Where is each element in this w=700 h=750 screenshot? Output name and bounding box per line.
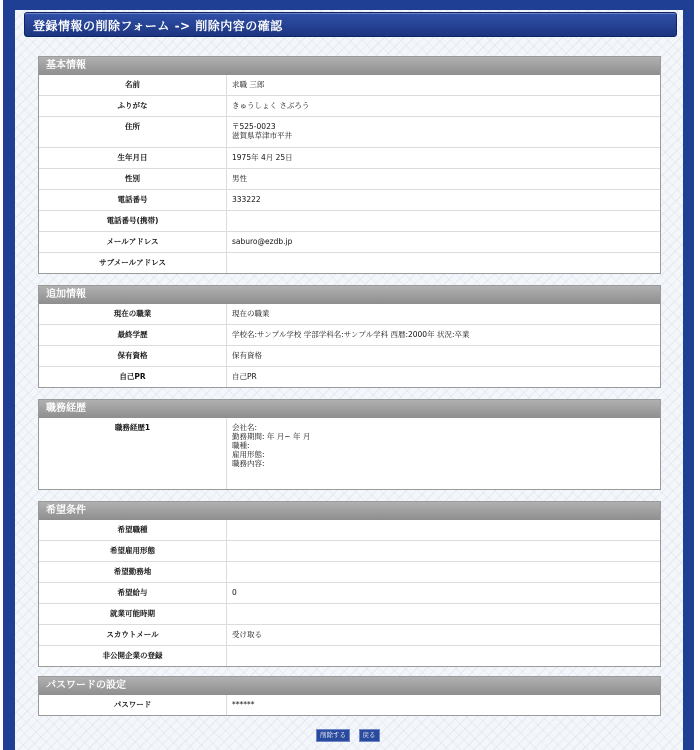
table-row [39, 646, 660, 667]
table-row [39, 211, 660, 232]
title-bar [24, 12, 677, 37]
table-row [39, 367, 660, 388]
row-label: 希望職種 [39, 520, 227, 541]
row-label: サブメールアドレス [39, 253, 227, 274]
row-label: 希望給与 [39, 583, 227, 604]
row-value [227, 562, 661, 583]
table-row [39, 148, 660, 169]
table-row [39, 541, 660, 562]
row-value: 男性 [227, 169, 661, 190]
row-value [227, 418, 661, 489]
row-label: 生年月日 [39, 148, 227, 169]
row-value [227, 117, 661, 148]
row-label: 性別 [39, 169, 227, 190]
basic-info-table [39, 75, 660, 273]
row-value: 333222 [227, 190, 661, 211]
basic-info-section [38, 56, 661, 274]
delete-button[interactable]: 削除する [316, 729, 350, 742]
section-header: 追加情報 [39, 286, 660, 304]
row-label: 就業可能時期 [39, 604, 227, 625]
row-value [227, 253, 661, 274]
employment-type: 雇用形態: [232, 450, 265, 459]
table-row [39, 190, 660, 211]
section-header: 職務経歴 [39, 400, 660, 418]
row-value: 求職 三郎 [232, 80, 265, 89]
table-row [39, 304, 660, 325]
job-description: 職務内容: [232, 459, 265, 468]
table-row [39, 625, 660, 646]
row-value: 保有資格 [227, 346, 661, 367]
table-row [39, 253, 660, 274]
row-value [227, 541, 661, 562]
row-label: 希望雇用形態 [39, 541, 227, 562]
row-label: 電話番号(携帯) [39, 211, 227, 232]
button-bar [316, 729, 386, 741]
row-label: 現在の職業 [39, 304, 227, 325]
row-label: 住所 [39, 117, 227, 148]
row-label: メールアドレス [39, 232, 227, 253]
row-label: 名前 [39, 75, 227, 96]
additional-info-table [39, 304, 660, 387]
row-label: 希望勤務地 [39, 562, 227, 583]
company-name: 会社名: [232, 423, 258, 432]
row-label: 最終学歴 [39, 325, 227, 346]
table-row [39, 520, 660, 541]
table-row [39, 232, 660, 253]
section-header: 希望条件 [39, 502, 660, 520]
row-value [227, 604, 661, 625]
career-table [39, 418, 660, 489]
table-row [39, 583, 660, 604]
row-label: 職務経歴1 [39, 418, 227, 489]
row-label: 電話番号 [39, 190, 227, 211]
career-section [38, 399, 661, 490]
row-value: 受け取る [227, 625, 661, 646]
job-type: 職種: [232, 441, 250, 450]
password-section [38, 676, 661, 716]
row-value: ****** [232, 700, 255, 709]
row-value: 現在の職業 [232, 309, 270, 318]
work-period: 勤務期間: 年 月~ 年 月 [232, 432, 311, 441]
row-value [227, 211, 661, 232]
row-value [227, 646, 661, 667]
row-label: ふりがな [39, 96, 227, 117]
row-value: 学校名:サンプル学校 学部学科名:サンプル学科 西暦:2000年 状況:卒業 [227, 325, 661, 346]
row-value: きゅうしょく さぶろう [227, 96, 661, 117]
row-value: saburo@ezdb.jp [227, 232, 661, 253]
table-row [39, 169, 660, 190]
section-header: パスワードの設定 [39, 677, 660, 695]
row-value: 1975年 4月 25日 [227, 148, 661, 169]
table-row [39, 96, 660, 117]
row-label: スカウトメール [39, 625, 227, 646]
password-table [39, 695, 660, 715]
page-title: 登録情報の削除フォーム -> 削除内容の確認 [33, 19, 283, 33]
postal-code: 〒525-0023 [232, 122, 276, 131]
section-header: 基本情報 [39, 57, 660, 75]
row-label: 保有資格 [39, 346, 227, 367]
row-label: 非公開企業の登録 [39, 646, 227, 667]
address: 滋賀県草津市平井 [232, 131, 292, 140]
row-label: 自己PR [39, 367, 227, 388]
table-row [39, 695, 660, 715]
additional-info-section [38, 285, 661, 388]
table-row [39, 562, 660, 583]
table-row [39, 75, 660, 96]
table-row [39, 117, 660, 148]
row-value [227, 520, 661, 541]
table-row [39, 604, 660, 625]
table-row [39, 325, 660, 346]
row-label: パスワード [39, 695, 227, 715]
row-value: 0 [227, 583, 661, 604]
desired-conditions-table [39, 520, 660, 666]
row-value: 自己PR [227, 367, 661, 388]
table-row [39, 418, 660, 489]
desired-conditions-section [38, 501, 661, 667]
back-button[interactable]: 戻る [359, 729, 380, 742]
table-row [39, 346, 660, 367]
